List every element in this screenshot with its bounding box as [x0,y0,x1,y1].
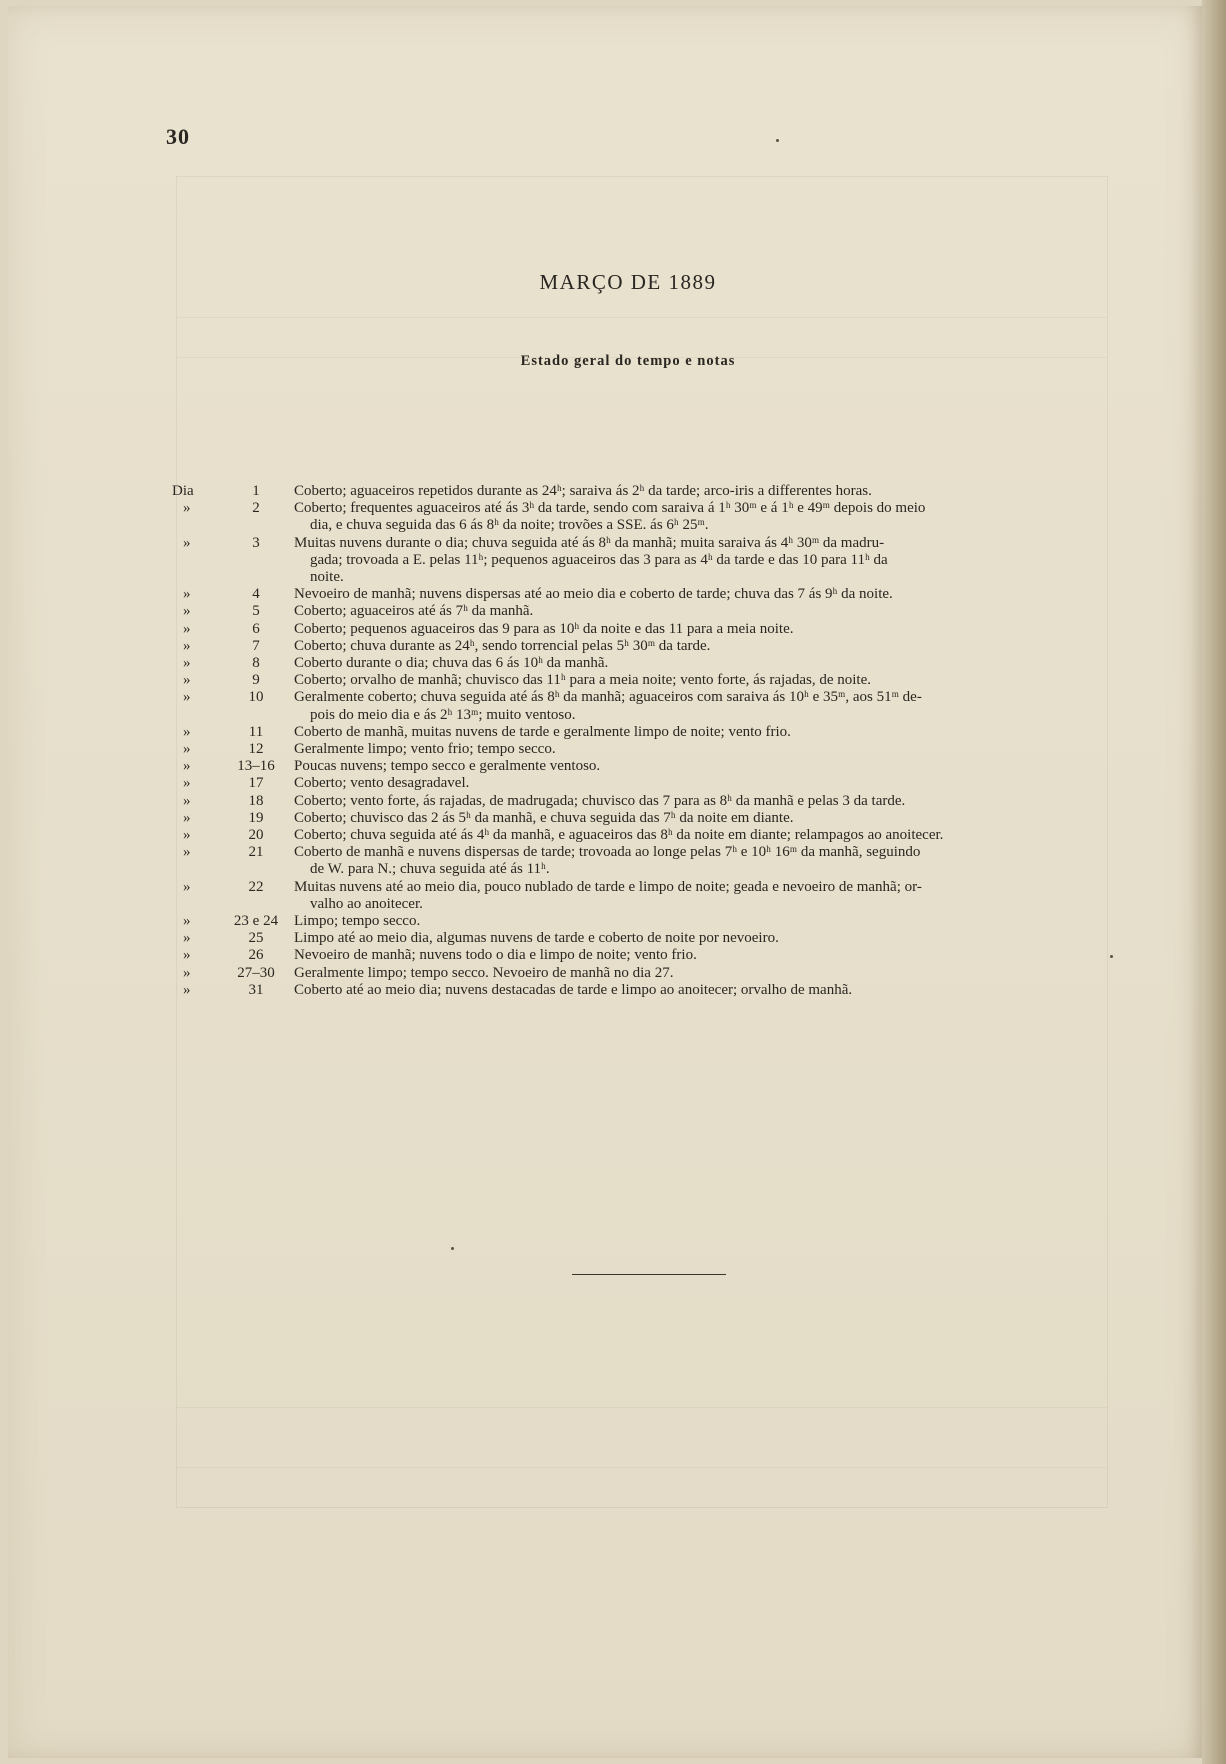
weather-note [294,638,1112,655]
day-number: 25 [248,930,264,947]
weather-note [294,672,1112,689]
page-number: 30 [166,124,190,149]
day-number: 26 [248,947,264,964]
day-number: 19 [248,809,264,826]
weather-note [294,500,1112,534]
list-item [172,775,1112,792]
paper-speck [1110,955,1113,958]
weather-note [294,603,1112,620]
weather-note [294,741,1112,758]
day-number: 18 [248,792,264,809]
list-item [172,724,1112,741]
day-number: 27–30 [237,964,275,981]
note-line: dia, e chuva seguida das 6 ás 8ʰ da noite; trovões a SSE. ás 6ʰ 25ᵐ. [310,517,709,534]
list-item [172,913,1112,930]
day-number: 22 [248,878,264,895]
day-number: 7 [252,637,260,654]
weather-note [294,810,1112,827]
weather-note [294,844,1112,878]
day-label: Dia [172,483,194,499]
day-number: 4 [252,586,260,603]
weather-note [294,947,1112,964]
note-line: Coberto; chuva seguida até ás 4ʰ da manhã, e aguaceiros das 8ʰ da noite em diante; relampagos ao anoitecer. [294,827,944,844]
ditto-mark: » [183,775,191,792]
note-line: Muitas nuvens durante o dia; chuva seguida até ás 8ʰ da manhã; muita saraiva ás 4ʰ 30ᵐ da madru- [294,534,885,551]
ditto-mark: » [183,500,191,517]
ditto-mark: » [183,655,191,672]
day-number: 5 [252,603,260,620]
note-line: Coberto de manhã, muitas nuvens de tarde e geralmente limpo de noite; vento frio. [294,723,791,740]
ditto-mark: » [183,758,191,775]
day-number: 3 [252,534,260,551]
day-number: 6 [252,620,260,637]
note-line: de W. para N.; chuva seguida até ás 11ʰ. [310,861,550,878]
note-line: valho ao anoitecer. [310,895,423,912]
weather-note [294,621,1112,638]
weather-note [294,689,1112,723]
weather-note [294,724,1112,741]
weather-note [294,965,1112,982]
list-item [172,930,1112,947]
note-line: Coberto; aguaceiros até ás 7ʰ da manhã. [294,603,534,620]
note-line: Coberto; frequentes aguaceiros até ás 3ʰ da tarde, sendo com saraiva á 1ʰ 30ᵐ e á 1ʰ e 49ᵐ depois do meio [294,500,926,517]
ditto-mark: » [183,913,191,930]
weather-note [294,483,1112,500]
day-number: 1 [252,483,260,499]
list-item [172,810,1112,827]
day-number: 10 [248,689,264,706]
list-item [172,535,1112,587]
weather-note [294,827,1112,844]
day-number: 2 [252,500,260,517]
ditto-mark: » [183,620,191,637]
ditto-mark: » [183,981,191,998]
day-number: 8 [252,655,260,672]
weather-note [294,879,1112,913]
list-item [172,844,1112,878]
list-item [172,793,1112,810]
note-line: Coberto; chuvisco das 2 ás 5ʰ da manhã, e chuva seguida das 7ʰ da noite em diante. [294,809,794,826]
ditto-mark: » [183,930,191,947]
list-item [172,621,1112,638]
list-item [172,689,1112,723]
paper-speck [451,1247,454,1250]
ditto-mark: » [183,603,191,620]
ditto-mark: » [183,947,191,964]
ditto-mark: » [183,637,191,654]
note-line: Coberto; orvalho de manhã; chuvisco das 11ʰ para a meia noite; vento forte, ás rajadas, de noite. [294,672,871,689]
weather-notes-list [172,483,1112,999]
day-number: 13–16 [237,758,275,775]
day-number: 20 [248,827,264,844]
weather-note [294,586,1112,603]
note-line: Geralmente limpo; vento frio; tempo secco. [294,741,556,758]
note-line: Limpo até ao meio dia, algumas nuvens de tarde e coberto de noite por nevoeiro. [294,930,779,947]
list-item [172,483,1112,500]
day-number: 9 [252,672,260,689]
ditto-mark: » [183,827,191,844]
day-number: 17 [248,775,264,792]
note-line: Coberto durante o dia; chuva das 6 ás 10ʰ da manhã. [294,655,609,672]
note-line: Coberto; aguaceiros repetidos durante as 24ʰ; saraiva ás 2ʰ da tarde; arco-iris a differentes horas. [294,483,872,499]
weather-note [294,655,1112,672]
ditto-mark: » [183,741,191,758]
list-item [172,947,1112,964]
note-line: Coberto; vento forte, ás rajadas, de madrugada; chuvisco das 7 para as 8ʰ da manhã e pelas 3 da tarde. [294,792,906,809]
ditto-mark: » [183,844,191,861]
note-line: gada; trovoada a E. pelas 11ʰ; pequenos aguaceiros das 3 para as 4ʰ da tarde e das 10 para 11ʰ da [310,551,888,568]
note-line: Geralmente limpo; tempo secco. Nevoeiro de manhã no dia 27. [294,964,674,981]
note-line: Coberto; pequenos aguaceiros das 9 para as 10ʰ da noite e das 11 para a meia noite. [294,620,794,637]
ditto-mark: » [183,809,191,826]
day-number: 31 [248,981,264,998]
note-line: Coberto; vento desagradavel. [294,775,470,792]
note-line: pois do meio dia e ás 2ʰ 13ᵐ; muito ventoso. [310,706,576,723]
ditto-mark: » [183,723,191,740]
weather-note [294,535,1112,587]
list-item [172,672,1112,689]
list-item [172,655,1112,672]
day-number: 21 [248,844,264,861]
weather-note [294,775,1112,792]
weather-note [294,758,1112,775]
note-line: Nevoeiro de manhã; nuvens todo o dia e limpo de noite; vento frio. [294,947,697,964]
list-item [172,741,1112,758]
day-number: 23 e 24 [233,913,279,930]
section-subtitle: Estado geral do tempo e notas [520,353,736,369]
list-item [172,500,1112,534]
list-item [172,982,1112,999]
note-line: noite. [310,569,344,586]
note-line: Poucas nuvens; tempo secco e geralmente ventoso. [294,758,601,775]
note-line: Coberto até ao meio dia; nuvens destacadas de tarde e limpo ao anoitecer; orvalho de manhã. [294,981,853,998]
ditto-mark: » [183,964,191,981]
ditto-mark: » [183,534,191,551]
note-line: Nevoeiro de manhã; nuvens dispersas até ao meio dia e coberto de tarde; chuva das 7 ás 9ʰ da noite. [294,586,893,603]
closing-rule [572,1274,726,1275]
ditto-mark: » [183,689,191,706]
note-line: Muitas nuvens até ao meio dia, pouco nublado de tarde e limpo de noite; geada e nevoeiro de manhã; or- [294,878,922,895]
list-item [172,758,1112,775]
ditto-mark: » [183,878,191,895]
note-line: Coberto; chuva durante as 24ʰ, sendo torrencial pelas 5ʰ 30ᵐ da tarde. [294,637,711,654]
weather-note [294,930,1112,947]
list-item [172,638,1112,655]
note-line: Coberto de manhã e nuvens dispersas de tarde; trovoada ao longe pelas 7ʰ e 10ʰ 16ᵐ da manhã, seguindo [294,844,921,861]
note-line: Limpo; tempo secco. [294,913,421,930]
ditto-mark: » [183,792,191,809]
day-number: 12 [248,741,264,758]
list-item [172,586,1112,603]
ditto-mark: » [183,672,191,689]
weather-note [294,982,1112,999]
page-edge [1202,0,1226,1764]
weather-note [294,913,1112,930]
list-item [172,603,1112,620]
day-number: 11 [248,723,264,740]
weather-note [294,793,1112,810]
list-item [172,965,1112,982]
note-line: Geralmente coberto; chuva seguida até ás 8ʰ da manhã; aguaceiros com saraiva ás 10ʰ e 35ᵐ, aos 51ᵐ de- [294,689,922,706]
paper-speck [776,139,779,142]
list-item [172,827,1112,844]
page-title: MARÇO DE 1889 [539,270,717,294]
list-item [172,879,1112,913]
ditto-mark: » [183,586,191,603]
